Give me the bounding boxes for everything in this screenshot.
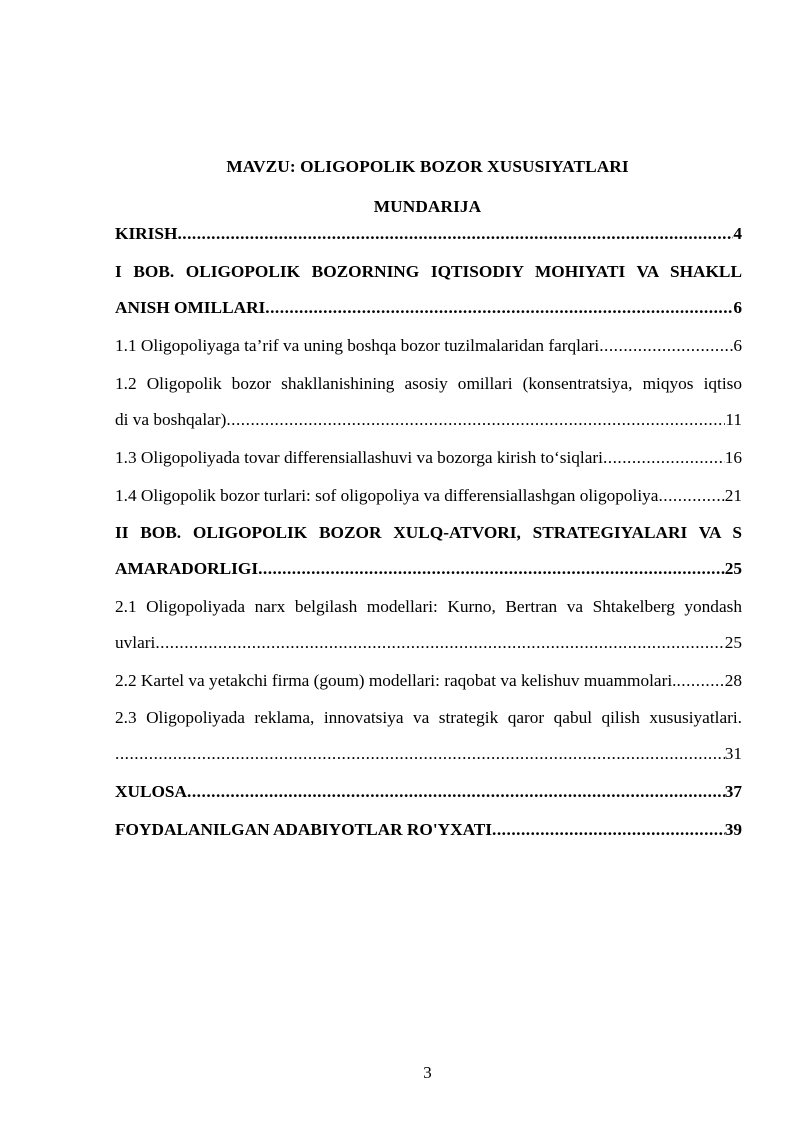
toc-entry-title-line1: 2.3 Oligopoliyada reklama, innovatsiya va strategik qaror qabul qilish xususiyatlari.	[115, 708, 742, 727]
toc-entry-title: XULOSA	[115, 782, 188, 801]
toc-entry-page: 31	[724, 744, 742, 763]
toc-leader-dots	[115, 736, 725, 772]
toc-leader-dots	[492, 812, 725, 848]
toc-entry-xulosa[interactable]	[115, 774, 742, 810]
toc-entry-1-1[interactable]	[115, 328, 742, 364]
toc-entry-title: 1.4 Oligopolik bozor turlari: sof oligopoliya va differensiallashgan oligopoliya	[115, 486, 659, 505]
toc-entry-page: 16	[724, 448, 742, 467]
toc-entry-title-line1: II BOB. OLIGOPOLIK BOZOR XULQ-ATVORI, STRATEGIYALARI VA S	[115, 523, 742, 542]
toc-leader-dots	[658, 478, 724, 514]
toc-title: MUNDARIJA	[373, 197, 482, 216]
toc-entry-page: 11	[725, 410, 742, 429]
toc-entry-2-3[interactable]	[115, 700, 742, 772]
toc-entry-page: 21	[724, 486, 742, 505]
toc-entry-1-2[interactable]	[115, 366, 742, 438]
toc-entry-page: 28	[724, 671, 742, 690]
toc-leader-dots	[155, 625, 724, 661]
toc-entry-title: FOYDALANILGAN ADABIYOTLAR RO'YXATI	[115, 820, 493, 839]
page-number: 3	[423, 1063, 432, 1082]
toc-entry-page: 39	[724, 820, 742, 839]
toc-entry-kirish[interactable]	[115, 216, 742, 252]
toc-leader-dots	[187, 774, 725, 810]
toc-entry-title: 2.2 Kartel va yetakchi firma (goum) modellari: raqobat va kelishuv muammolari.	[115, 671, 677, 690]
toc-entry-page: 6	[733, 336, 742, 355]
toc-leader-dots	[676, 663, 724, 699]
toc-entry-chapter-2[interactable]	[115, 515, 742, 587]
toc-entry-1-4[interactable]	[115, 478, 742, 514]
toc-entry-page: 6	[733, 298, 742, 317]
toc-entry-2-2[interactable]	[115, 663, 742, 699]
toc-entry-page: 25	[724, 633, 742, 652]
toc-leader-dots	[226, 402, 725, 438]
toc-entry-references[interactable]	[115, 812, 742, 848]
toc-entry-title-line1: 2.1 Oligopoliyada narx belgilash modellari: Kurno, Bertran va Shtakelberg yondash	[115, 597, 742, 616]
toc-entry-title-line1: 1.2 Oligopolik bozor shakllanishining asosiy omillari (konsentratsiya, miqyos iqtiso	[115, 374, 742, 393]
toc-leader-dots	[265, 290, 733, 326]
toc-entry-title-line2: uvlari	[115, 633, 156, 652]
toc-entry-2-1[interactable]	[115, 589, 742, 661]
toc-leader-dots	[599, 328, 733, 364]
document-topic: MAVZU: OLIGOPOLIK BOZOR XUSUSIYATLARI	[226, 157, 629, 176]
toc-entry-title-line2: di va boshqalar)	[115, 410, 227, 429]
toc-entry-title: KIRISH	[115, 224, 178, 243]
toc-entry-page: 25	[724, 559, 742, 578]
toc-entry-1-3[interactable]	[115, 440, 742, 476]
toc-entry-title: 1.3 Oligopoliyada tovar differensiallashuvi va bozorga kirish to‘siqlari	[115, 448, 603, 467]
toc-entry-title-line2: ANISH OMILLARI	[115, 298, 266, 317]
toc-entry-title-line2: AMARADORLIGI	[115, 559, 259, 578]
toc-entry-page: 37	[724, 782, 742, 801]
toc-entry-page: 4	[733, 224, 742, 243]
toc-entry-chapter-1[interactable]	[115, 254, 742, 326]
toc-entry-title-line1: I BOB. OLIGOPOLIK BOZORNING IQTISODIY MOHIYATI VA SHAKLL	[115, 262, 742, 281]
toc-leader-dots	[177, 216, 733, 252]
toc-entry-title: 1.1 Oligopoliyaga ta’rif va uning boshqa bozor tuzilmalaridan farqlari	[115, 336, 600, 355]
toc-leader-dots	[603, 440, 725, 476]
toc-leader-dots	[258, 551, 725, 587]
